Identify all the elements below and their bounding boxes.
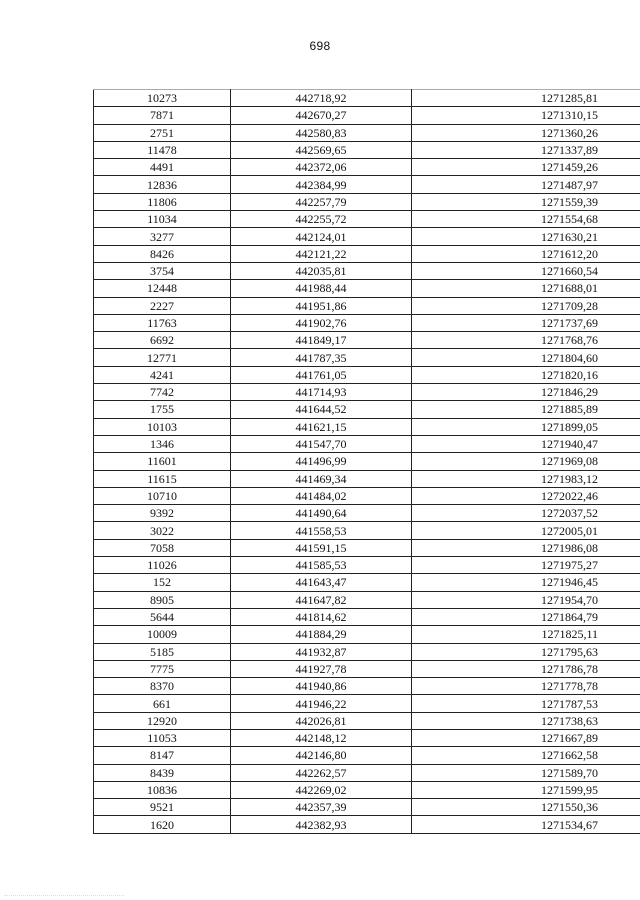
table-row: [94, 176, 640, 193]
point-number-cell: 7058: [94, 539, 231, 556]
point-number-cell: 11034: [94, 211, 231, 228]
y-coordinate-cell: 1271885,89: [412, 401, 640, 418]
point-number-cell: 8905: [94, 591, 231, 608]
x-coordinate-cell: 441647,82: [231, 591, 412, 608]
table-row: [94, 384, 640, 401]
point-number-cell: 3754: [94, 262, 231, 279]
table-row: [94, 401, 640, 418]
x-coordinate-cell: 441643,47: [231, 574, 412, 591]
point-number-cell: 11615: [94, 470, 231, 487]
point-number-cell: 11026: [94, 557, 231, 574]
y-coordinate-cell: 1271940,47: [412, 435, 640, 452]
point-number-cell: 8147: [94, 747, 231, 764]
table-row: [94, 781, 640, 798]
y-coordinate-cell: 1271795,63: [412, 643, 640, 660]
table-row: [94, 591, 640, 608]
y-coordinate-cell: 1271737,69: [412, 314, 640, 331]
point-number-cell: 1620: [94, 816, 231, 833]
point-number-cell: 10836: [94, 781, 231, 798]
y-coordinate-cell: 1271738,63: [412, 712, 640, 729]
coordinates-table: [93, 89, 640, 834]
y-coordinate-cell: 1271534,67: [412, 816, 640, 833]
point-number-cell: 5644: [94, 608, 231, 625]
x-coordinate-cell: 442255,72: [231, 211, 412, 228]
x-coordinate-cell: 441644,52: [231, 401, 412, 418]
x-coordinate-cell: 442035,81: [231, 262, 412, 279]
table-row: [94, 608, 640, 625]
x-coordinate-cell: 441621,15: [231, 418, 412, 435]
table-row: [94, 470, 640, 487]
x-coordinate-cell: 442026,81: [231, 712, 412, 729]
x-coordinate-cell: 441932,87: [231, 643, 412, 660]
x-coordinate-cell: 441585,53: [231, 557, 412, 574]
point-number-cell: 9392: [94, 505, 231, 522]
point-number-cell: 8370: [94, 678, 231, 695]
point-number-cell: 3022: [94, 522, 231, 539]
table-row: [94, 816, 640, 833]
point-number-cell: 11806: [94, 193, 231, 210]
x-coordinate-cell: 441988,44: [231, 280, 412, 297]
table-row: [94, 764, 640, 781]
y-coordinate-cell: 1271986,08: [412, 539, 640, 556]
point-number-cell: 4241: [94, 366, 231, 383]
x-coordinate-cell: 442148,12: [231, 729, 412, 746]
x-coordinate-cell: 441547,70: [231, 435, 412, 452]
point-number-cell: 10710: [94, 487, 231, 504]
table-row: [94, 159, 640, 176]
point-number-cell: 8439: [94, 764, 231, 781]
point-number-cell: 8426: [94, 245, 231, 262]
y-coordinate-cell: 1271662,58: [412, 747, 640, 764]
point-number-cell: 5185: [94, 643, 231, 660]
y-coordinate-cell: 1271899,05: [412, 418, 640, 435]
y-coordinate-cell: 1271630,21: [412, 228, 640, 245]
table-row: [94, 453, 640, 470]
table-row: [94, 228, 640, 245]
table-row: [94, 366, 640, 383]
table-row: [94, 90, 640, 107]
y-coordinate-cell: 1271969,08: [412, 453, 640, 470]
table-row: [94, 660, 640, 677]
point-number-cell: 10009: [94, 626, 231, 643]
y-coordinate-cell: 1271846,29: [412, 384, 640, 401]
table-row: [94, 418, 640, 435]
y-coordinate-cell: 1271612,20: [412, 245, 640, 262]
y-coordinate-cell: 1271787,53: [412, 695, 640, 712]
x-coordinate-cell: 441787,35: [231, 349, 412, 366]
x-coordinate-cell: 441884,29: [231, 626, 412, 643]
x-coordinate-cell: 441558,53: [231, 522, 412, 539]
point-number-cell: 6692: [94, 332, 231, 349]
y-coordinate-cell: 1272022,46: [412, 487, 640, 504]
y-coordinate-cell: 1271804,60: [412, 349, 640, 366]
point-number-cell: 12771: [94, 349, 231, 366]
x-coordinate-cell: 441761,05: [231, 366, 412, 383]
y-coordinate-cell: 1271360,26: [412, 124, 640, 141]
y-coordinate-cell: 1271820,16: [412, 366, 640, 383]
table-row: [94, 193, 640, 210]
table-row: [94, 245, 640, 262]
y-coordinate-cell: 1271487,97: [412, 176, 640, 193]
x-coordinate-cell: 442382,93: [231, 816, 412, 833]
table-row: [94, 799, 640, 816]
y-coordinate-cell: 1271778,78: [412, 678, 640, 695]
point-number-cell: 152: [94, 574, 231, 591]
point-number-cell: 9521: [94, 799, 231, 816]
x-coordinate-cell: 441946,22: [231, 695, 412, 712]
table-row: [94, 712, 640, 729]
x-coordinate-cell: 442384,99: [231, 176, 412, 193]
point-number-cell: 12836: [94, 176, 231, 193]
y-coordinate-cell: 1271946,45: [412, 574, 640, 591]
point-number-cell: 10273: [94, 90, 231, 107]
x-coordinate-cell: 442580,83: [231, 124, 412, 141]
point-number-cell: 1755: [94, 401, 231, 418]
table-row: [94, 695, 640, 712]
y-coordinate-cell: 1271660,54: [412, 262, 640, 279]
table-row: [94, 678, 640, 695]
table-row: [94, 626, 640, 643]
table-row: [94, 539, 640, 556]
y-coordinate-cell: 1271667,89: [412, 729, 640, 746]
point-number-cell: 11601: [94, 453, 231, 470]
x-coordinate-cell: 441469,34: [231, 470, 412, 487]
y-coordinate-cell: 1272005,01: [412, 522, 640, 539]
x-coordinate-cell: 442269,02: [231, 781, 412, 798]
y-coordinate-cell: 1271559,39: [412, 193, 640, 210]
point-number-cell: 11763: [94, 314, 231, 331]
y-coordinate-cell: 1272037,52: [412, 505, 640, 522]
y-coordinate-cell: 1271688,01: [412, 280, 640, 297]
point-number-cell: 11053: [94, 729, 231, 746]
point-number-cell: 7775: [94, 660, 231, 677]
table-row: [94, 124, 640, 141]
y-coordinate-cell: 1271337,89: [412, 141, 640, 158]
x-coordinate-cell: 441902,76: [231, 314, 412, 331]
y-coordinate-cell: 1271983,12: [412, 470, 640, 487]
y-coordinate-cell: 1271975,27: [412, 557, 640, 574]
point-number-cell: 10103: [94, 418, 231, 435]
table-row: [94, 211, 640, 228]
x-coordinate-cell: 442372,06: [231, 159, 412, 176]
table-row: [94, 280, 640, 297]
x-coordinate-cell: 441951,86: [231, 297, 412, 314]
x-coordinate-cell: 442357,39: [231, 799, 412, 816]
x-coordinate-cell: 441591,15: [231, 539, 412, 556]
table-row: [94, 349, 640, 366]
x-coordinate-cell: 441714,93: [231, 384, 412, 401]
y-coordinate-cell: 1271709,28: [412, 297, 640, 314]
scan-artifact: [4, 895, 124, 898]
table-row: [94, 557, 640, 574]
table-row: [94, 314, 640, 331]
table-row: [94, 107, 640, 124]
point-number-cell: 12448: [94, 280, 231, 297]
y-coordinate-cell: 1271786,78: [412, 660, 640, 677]
table-row: [94, 332, 640, 349]
point-number-cell: 661: [94, 695, 231, 712]
y-coordinate-cell: 1271768,76: [412, 332, 640, 349]
table-row: [94, 574, 640, 591]
y-coordinate-cell: 1271864,79: [412, 608, 640, 625]
y-coordinate-cell: 1271599,95: [412, 781, 640, 798]
x-coordinate-cell: 442124,01: [231, 228, 412, 245]
y-coordinate-cell: 1271550,36: [412, 799, 640, 816]
x-coordinate-cell: 441814,62: [231, 608, 412, 625]
table-row: [94, 262, 640, 279]
y-coordinate-cell: 1271285,81: [412, 90, 640, 107]
x-coordinate-cell: 441849,17: [231, 332, 412, 349]
point-number-cell: 12920: [94, 712, 231, 729]
x-coordinate-cell: 441484,02: [231, 487, 412, 504]
point-number-cell: 2751: [94, 124, 231, 141]
table-row: [94, 487, 640, 504]
point-number-cell: 7871: [94, 107, 231, 124]
y-coordinate-cell: 1271825,11: [412, 626, 640, 643]
x-coordinate-cell: 442257,79: [231, 193, 412, 210]
x-coordinate-cell: 442121,22: [231, 245, 412, 262]
point-number-cell: 4491: [94, 159, 231, 176]
x-coordinate-cell: 441927,78: [231, 660, 412, 677]
x-coordinate-cell: 442262,57: [231, 764, 412, 781]
point-number-cell: 3277: [94, 228, 231, 245]
y-coordinate-cell: 1271459,26: [412, 159, 640, 176]
point-number-cell: 1346: [94, 435, 231, 452]
coordinates-table-body: [94, 90, 640, 834]
y-coordinate-cell: 1271954,70: [412, 591, 640, 608]
table-row: [94, 747, 640, 764]
x-coordinate-cell: 441496,99: [231, 453, 412, 470]
point-number-cell: 2227: [94, 297, 231, 314]
y-coordinate-cell: 1271310,15: [412, 107, 640, 124]
page-number: 698: [309, 39, 331, 53]
table-row: [94, 505, 640, 522]
y-coordinate-cell: 1271589,70: [412, 764, 640, 781]
table-row: [94, 522, 640, 539]
point-number-cell: 11478: [94, 141, 231, 158]
x-coordinate-cell: 442718,92: [231, 90, 412, 107]
table-row: [94, 435, 640, 452]
x-coordinate-cell: 441490,64: [231, 505, 412, 522]
x-coordinate-cell: 442146,80: [231, 747, 412, 764]
table-row: [94, 729, 640, 746]
x-coordinate-cell: 441940,86: [231, 678, 412, 695]
table-row: [94, 297, 640, 314]
point-number-cell: 7742: [94, 384, 231, 401]
y-coordinate-cell: 1271554,68: [412, 211, 640, 228]
table-row: [94, 643, 640, 660]
x-coordinate-cell: 442569,65: [231, 141, 412, 158]
x-coordinate-cell: 442670,27: [231, 107, 412, 124]
table-row: [94, 141, 640, 158]
